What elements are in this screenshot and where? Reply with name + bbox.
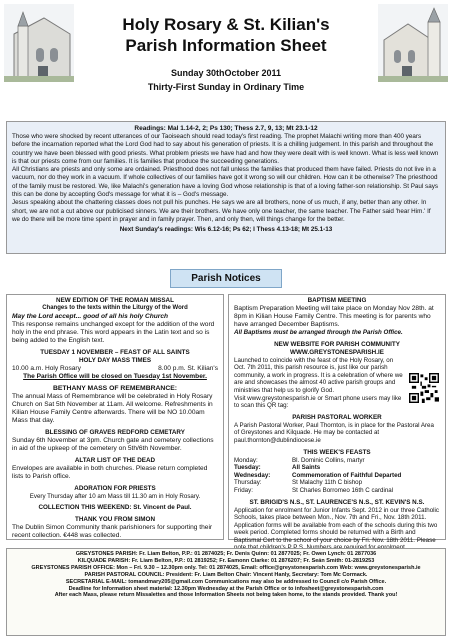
feast-name: Commemoration of Faithful Departed bbox=[292, 471, 402, 479]
mass-times-row bbox=[12, 365, 218, 373]
church-illustration-left bbox=[4, 4, 74, 82]
footer-line: Deadline for Information sheet material: 12.30pm Wednesday at the Parish Office or to infosheet@greystonesparish.com bbox=[68, 585, 384, 592]
bethany-text: The annual Mass of Remembrance will be celebrated in Holy Rosary Church on Sat 5th November at 11am. All welcome. Refreshments in Kilian House Family Centre afterwards. There will be NO 10.00am Mass that day. bbox=[12, 392, 213, 424]
website-heading: NEW WEBSITE FOR PARISH COMMUNITY bbox=[274, 340, 400, 348]
church-illustration-right bbox=[378, 4, 448, 82]
feast-name: St Malachy 11th C bishop bbox=[292, 479, 363, 487]
feasts-heading: THIS WEEK'S FEASTS bbox=[303, 448, 371, 456]
sunday-date: Sunday 30thOctober 2011 bbox=[170, 68, 282, 78]
footer-line: SECRETARIAL E-MAIL: tomandmary205@gmail.com Communications may also be addressed to Council c/o Parish Office. bbox=[65, 578, 387, 585]
notices-left-column bbox=[6, 294, 224, 540]
website-visit: Visit www.greystonesparish.ie or Smart phone users may like to scan this QR tag: bbox=[234, 394, 402, 410]
pastoral-worker-heading: PARISH PASTORAL WORKER bbox=[292, 413, 382, 421]
title-line-1: Holy Rosary & St. Kilian's bbox=[122, 15, 330, 34]
feast-row bbox=[234, 479, 440, 487]
feast-row bbox=[234, 472, 440, 480]
feast-name: St Charles Borromeo 16th C cardinal bbox=[292, 486, 394, 494]
feast-name: Bl. Dominic Collins, martyr bbox=[292, 456, 365, 464]
reflection-paragraph: All Christians are priests and only some are ordained. Priesthood does not fall unless the families that produced them have failed. Priests do not live in a vacuum, nor do they work in a vacuum. If whole collectives of our families have got it wrong so will our children. How can it be otherwise? The priesthood of the family must be restored. We, like Malachi's generation have a loving God whose relationship is that of a loving father-son relationship. St Paul says this can be done by accepting God's message for what it is – God's message. bbox=[12, 166, 438, 199]
footer-line: PARISH PASTORAL COUNCIL: President: Fr. Liam Belton Chair: Vincent Hanly, Secretary: Tom Mc Cormack. bbox=[84, 571, 368, 578]
parish-contacts-footer bbox=[6, 548, 446, 636]
reflection-paragraph: Jesus speaking about the chattering classes does not pull his punches. He says we are all brothers, none of us much, if any, better than any other. In short, we are not a cut above our publicised sinners. We are their brothers. We have only one teacher, the same teacher. The Father said 'hear Him.' If we do there will be more time spent in prayer and in family prayer. Then, and only then, will things change for the better. bbox=[12, 199, 431, 223]
qr-code-icon[interactable] bbox=[409, 373, 439, 403]
missal-quote: May the Lord accept... good of all his holy Church bbox=[12, 312, 169, 320]
graves-text: Sunday 6th November at 3pm. Church gate and cemetery collections in aid of the upkeep of the cemetery on 5th/6th November. bbox=[12, 436, 214, 452]
feast-day: Wednesday: bbox=[234, 471, 271, 479]
parish-notices-heading: Parish Notices bbox=[170, 269, 282, 288]
header bbox=[0, 0, 452, 92]
feasts-list bbox=[234, 457, 440, 495]
missal-subheading: Changes to the texts within the Liturgy of the Word bbox=[42, 305, 188, 311]
adoration-text: Every Thursday after 10 am Mass till 11.30 am in Holy Rosary. bbox=[29, 492, 201, 500]
feast-row bbox=[234, 457, 440, 465]
feast-day: Monday: bbox=[234, 456, 258, 464]
readings-reflection-box bbox=[6, 121, 446, 254]
baptism-note: All Baptisms must be arranged through the Parish Office. bbox=[234, 329, 403, 336]
readings-title: Readings: Mal 1.14-2, 2; Ps 130; Thess 2.7, 9, 13; Mt 23.1-12 bbox=[134, 125, 318, 132]
mass-times-heading: HOLY DAY MASS TIMES bbox=[78, 356, 152, 364]
missal-text: This response remains unchanged except for the addition of the word holy in the end phrase. This word appears in the Latin text and so is being added to the English text. bbox=[12, 320, 215, 344]
simon-heading: THANK YOU FROM SIMON bbox=[75, 516, 155, 524]
reflection-paragraph: Those who were shocked by recent utterances of our Taoiseach should read today's first reading. The prophet Malachi writing more than 400 years before the incarnation reported what the Lord God had to say about his generation of priests. It is a chilling judgement. In this parish and throughout the country we have been blessed with good priests. What problem priests we have had and how they were dealt with is well known. What is less well known is that our priests come from our families. It is families that produce the succeeding generations. bbox=[12, 133, 439, 165]
baptism-text: Baptism Preparation Meeting will take place on Monday Nov 28th. at 8pm in Kilian House Family Centre. This meeting is for parents who have arranged December Baptisms. bbox=[234, 305, 434, 328]
footer-line: GREYSTONES PARISH OFFICE: Mon – Fri. 9.30 – 12.30pm only. Tel: 01 2874025, Email: office@greystonesparish.com Web: www.greystonesparish.ie bbox=[31, 564, 421, 571]
adoration-heading: ADORATION FOR PRIESTS bbox=[74, 484, 156, 492]
simon-text: The Dublin Simon Community thank parishioners for supporting their recent collection. €448 was collected. bbox=[12, 524, 213, 540]
website-text: Launched to coincide with the feast of the Holy Rosary, on Oct. 7th 2011, this parish resource is, just like our parish community, a work in progress. It is a celebration of where we are and showcases the almost 40 active parish groups and ministries that help us to glorify God. bbox=[234, 356, 403, 394]
footer-line: KILQUADE PARISH: Fr. Liam Belton, P.P.: 01 2819252; Fr. Eamonn Clarke: 01 2876207; Fr. Seán Smith: 01-2819253 bbox=[77, 557, 375, 564]
feast-row bbox=[234, 464, 440, 472]
footer-line: GREYSTONES PARISH: Fr. Liam Belton, P.P.: 01 2874025; Fr. Denis Quinn: 01 2877025; Fr. Owen Lynch: 01 2877036 bbox=[75, 551, 377, 557]
schools-heading: ST. BRIGID'S N.S., ST. LAURENCE'S N.S., ST. KEVIN'S N.S. bbox=[249, 498, 425, 506]
footer-line: After each Mass, please return Missalettes and those Information Sheets not being taken home, to the stands provided. Thank you! bbox=[54, 592, 398, 599]
document-title bbox=[80, 14, 372, 56]
office-closed-notice: The Parish Office will be closed on Tuesday 1st November. bbox=[23, 372, 207, 380]
feast-day: Thursday: bbox=[234, 479, 262, 487]
pastoral-worker-text: A Parish Pastoral Worker, Paul Thornton, is in place for the Pastoral Area of Greystones and Kilquade. He may be contacted at paul.thornton@dublindiocese.ie bbox=[234, 421, 434, 444]
notices-right-column bbox=[228, 294, 446, 544]
feast-day: Tuesday: bbox=[234, 464, 261, 472]
graves-heading: BLESSING OF GRAVES REDFORD CEMETARY bbox=[45, 428, 185, 436]
feast-row bbox=[234, 487, 440, 495]
date-block bbox=[80, 66, 372, 94]
missal-heading: NEW EDITION OF THE ROMAN MISSAL bbox=[56, 297, 174, 304]
collection-notice: COLLECTION THIS WEEKEND: St. Vincent de Paul. bbox=[38, 504, 192, 512]
schools-text: Application for enrolment for Junior Infants Sept. 2012 in our three Catholic Schools, takes place between Mon., Nov. 7th and Fri., Nov. 18th 2011. Application forms will be available from each of the schools during this two week period. Completed forms should be returned with a Birth and Baptismal Cert to the school of your choice by Fri. Nov. 18th 2011. Please bbox=[234, 506, 439, 544]
altar-list-heading: ALTAR LIST OF THE DEAD bbox=[74, 456, 156, 464]
next-sunday-readings: Next Sunday's readings: Wis 6.12-16; Ps 62; I Thess 4.13-18; Mt 25.1-13 bbox=[119, 226, 333, 234]
website-url[interactable]: WWW.GREYSTONESPARISH.IE bbox=[290, 348, 384, 356]
mass-time: 10.00 a.m. Holy Rosary bbox=[12, 364, 81, 372]
title-line-2: Parish Information Sheet bbox=[125, 36, 327, 55]
mass-time: 8.00 p.m. St. Kilian's bbox=[158, 364, 218, 372]
sunday-name: Thirty-First Sunday in Ordinary Time bbox=[147, 82, 305, 92]
all-saints-heading: TUESDAY 1 NOVEMBER – FEAST OF ALL SAINTS bbox=[40, 348, 190, 356]
feast-name: All Saints bbox=[292, 464, 321, 472]
baptism-heading: BAPTISM MEETING bbox=[307, 297, 367, 304]
feast-day: Friday: bbox=[234, 486, 253, 494]
altar-list-text: Envelopes are available in both churches. Please return completed lists to Parish office. bbox=[12, 464, 208, 480]
bethany-heading: BETHANY MASS OF REMEMBRANCE: bbox=[52, 384, 178, 392]
